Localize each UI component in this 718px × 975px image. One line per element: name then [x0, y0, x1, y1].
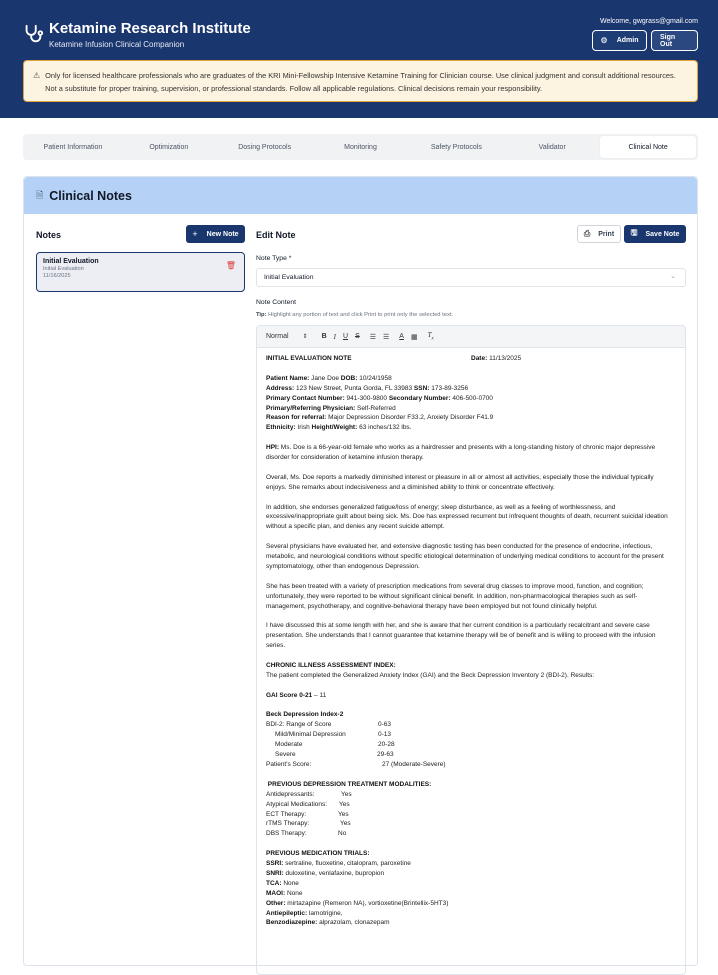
plus-icon: +: [192, 229, 198, 239]
bdi-label: Mild/Minimal Depression: [275, 731, 346, 739]
bdi-row: [266, 730, 676, 740]
save-note-button[interactable]: [624, 225, 686, 243]
ssn: 173-89-3256: [429, 384, 469, 392]
address-label: Address:: [266, 384, 295, 392]
note-item-title: Initial Evaluation: [43, 258, 99, 265]
primary-contact: 941-300-9800: [344, 394, 389, 402]
trial-label: Antiepileptic:: [266, 909, 308, 917]
hpi-label: HPI:: [266, 444, 279, 452]
bdi-label: Moderate: [275, 741, 303, 749]
trial-label: MAOI:: [266, 889, 286, 897]
trial-label: SNRI:: [266, 869, 284, 877]
new-note-label: New Note: [206, 230, 239, 238]
modality-label: ECT Therapy:: [266, 810, 307, 818]
tab-clinical-note[interactable]: Clinical Note: [600, 136, 696, 158]
ordered-list-icon[interactable]: ☰: [369, 333, 377, 341]
strike-icon[interactable]: S: [355, 333, 360, 340]
height-weight: 63 inches/132 lbs.: [357, 424, 412, 432]
trial-row: [266, 889, 676, 899]
primary-contact-label: Primary Contact Number:: [266, 394, 345, 402]
dob-label: DOB:: [340, 374, 358, 382]
format-select[interactable]: Normal: [266, 333, 289, 340]
ethnicity: Irish: [295, 424, 312, 432]
bdi-row: [266, 760, 676, 770]
note-content-label: Note Content: [256, 299, 297, 306]
modality-label: DBS Therapy:: [266, 830, 307, 838]
modality-label: rTMS Therapy:: [266, 820, 310, 828]
disclaimer-text: Only for licensed healthcare professionals who are graduates of the KRI Mini-Fellowship Intensive Ketamine Training for Clinician course. Use clinical judgment and consult additional resources. Not a substitute for proper training, supervision, or professional standards. Follow all applicable regulations. Clinical decisions remain your responsibility.: [45, 71, 676, 93]
modality-row: [266, 790, 676, 800]
brand: [22, 20, 251, 49]
tab-safety-protocols[interactable]: Safety Protocols: [430, 143, 482, 151]
save-label: Save Note: [645, 230, 680, 238]
note-paragraph: Several physicians have evaluated her, and extensive diagnostic testing has been conducted for the presence of endocrine, infectious, metabolic, and neurological conditions without specific etiological determination of underlying medical conditions to account for the present symptomatology, other than endogenous Depression.: [266, 543, 664, 570]
underline-icon[interactable]: U: [343, 333, 349, 340]
note-paragraph: In addition, she endorses generalized fatigue/loss of energy; sleep disturbance, as well as a feeling of worthlessness, and excessive/inappropriate guilt about being sick. Ms. Doe has expressed recurrent but infrequent thoughts of death, recurrent suicidal ideation without a specific plan, and denies any recent suicide attempt.: [266, 503, 668, 531]
ssn-label: SSN:: [413, 384, 430, 392]
card-title: Clinical Notes: [49, 188, 132, 203]
gai-value: – 11: [312, 691, 327, 699]
print-button[interactable]: [577, 225, 621, 243]
bdi-label: Patient's Score:: [266, 761, 312, 768]
rich-text-editor[interactable]: [256, 325, 686, 975]
italic-icon[interactable]: I: [333, 332, 336, 341]
stethoscope-icon: [22, 23, 44, 45]
modality-row: [266, 819, 676, 829]
modality-value: Yes: [339, 800, 350, 808]
dob: 10/24/1958: [357, 374, 392, 382]
bdi-heading: Beck Depression Index-2: [266, 711, 344, 719]
modality-label: Antidepressants:: [266, 790, 315, 798]
note-date: 11/13/2025: [487, 355, 522, 362]
bullet-list-icon[interactable]: ☰: [383, 333, 390, 341]
trial-value: mirtazapine (Remeron NA), vortioxetine(Brintellix-5HT3): [285, 899, 449, 907]
trial-row: [266, 899, 676, 909]
tab-dosing-protocols[interactable]: Dosing Protocols: [238, 143, 292, 151]
sign-out-button[interactable]: Sign Out: [651, 30, 698, 51]
modality-value: No: [338, 830, 347, 838]
clinical-notes-card: [23, 176, 698, 966]
bdi-label: Severe: [275, 751, 296, 759]
note-item-type: Initial Evaluation: [43, 266, 84, 272]
gear-icon: ⚙: [600, 36, 608, 45]
trial-value: duloxetine, venlafaxine, bupropion: [283, 869, 385, 877]
note-content[interactable]: [257, 348, 685, 934]
bdi-value: 0-13: [378, 731, 392, 739]
tab-optimization[interactable]: Optimization: [149, 143, 189, 151]
tab-patient-information[interactable]: Patient Information: [43, 143, 103, 151]
trial-value: lamotrigine,: [307, 909, 343, 917]
disclaimer-banner: [23, 60, 698, 102]
bdi-value: 20-28: [378, 741, 395, 749]
tip-body: Highlight any portion of text and click Print to print only the selected text.: [266, 312, 454, 318]
text-color-icon[interactable]: A: [399, 333, 404, 340]
bdi-value: 29-63: [377, 751, 394, 759]
referral-label: Reason for referral:: [266, 414, 327, 422]
note-type-label: Note Type *: [256, 255, 292, 262]
modality-row: [266, 810, 676, 820]
ciai-text: The patient completed the Generalized Anxiety Index (GAI) and the Beck Depression Inventory 2 (BDI-2). Results:: [266, 671, 595, 679]
trial-row: [266, 879, 676, 889]
physician: Self-Referred: [355, 404, 396, 412]
welcome-text: Welcome, gwgrass@gmail.com: [599, 18, 698, 25]
physician-label: Primary/Referring Physician:: [266, 404, 356, 412]
trial-row: [266, 869, 676, 879]
patient-name-label: Patient Name:: [266, 374, 310, 382]
trial-row: [266, 909, 676, 919]
edit-note-title: Edit Note: [256, 230, 296, 240]
editor-toolbar: [257, 326, 685, 348]
trash-icon[interactable]: 🗑: [225, 261, 236, 270]
referral: Major Depression Disorder F33.2, Anxiety Disorder F41.9: [326, 414, 494, 422]
trial-value: sertraline, fluoxetine, citalopram, paroxetine: [283, 860, 411, 868]
note-paragraph: Overall, Ms. Doe reports a markedly diminished interest or pleasure in all or almost all activities, especially those the individual typically enjoys. She remarks about indecisiveness and a diminished ability to think or concentrate effectively.: [266, 473, 654, 491]
tip-prefix: Tip:: [256, 312, 267, 318]
card-header: [24, 177, 697, 214]
trial-value: alprazolam, clonazepam: [317, 919, 390, 927]
save-icon: 🖫: [630, 228, 638, 237]
bdi-row: [266, 750, 676, 760]
print-label: Print: [598, 230, 615, 238]
bdi-value: 27 (Moderate-Severe): [382, 761, 446, 768]
height-weight-label: Height/Weight:: [311, 424, 358, 432]
bdi-row: [266, 720, 676, 730]
bdi-row: [266, 740, 676, 750]
note-paragraph: I have discussed this at some length with her, and she is aware that her current condition is a particularly recalcitrant and severe case presentation. She understands that I cannot guarantee that ketamine therapy will be of benefit and is willing to proceed with the infusion series.: [266, 622, 656, 650]
background-color-icon[interactable]: ▦: [410, 333, 418, 341]
note-list-item[interactable]: [36, 252, 245, 292]
gai-label: GAI Score 0-21: [266, 691, 313, 699]
trial-value: None: [285, 889, 303, 897]
new-note-button[interactable]: [186, 225, 245, 243]
secondary-label: Secondary Number:: [388, 394, 451, 402]
admin-button[interactable]: [592, 30, 647, 51]
patient-name: Jane Doe: [309, 374, 341, 382]
warning-icon: ⚠: [33, 71, 41, 80]
modality-value: Yes: [341, 790, 352, 798]
modality-row: [266, 800, 676, 810]
note-paragraph: She has been treated with a variety of prescription medications from several drug classes to improve mood, function, and cognition; unfortunately, they were reported to be without significant clinical benefit. In addition, non-pharmacological therapies such as self-management, psychotherapy, and cognitive-behavioral therapy have been employed but not found clinically helpful.: [266, 582, 644, 610]
bdi-value: 0-63: [378, 721, 392, 729]
document-icon: 🗎: [36, 189, 44, 200]
note-heading-row: [266, 354, 676, 364]
note-type-select[interactable]: [256, 268, 686, 287]
clear-format-icon[interactable]: $T_x$: [427, 331, 434, 342]
app-title: Ketamine Research Institute: [49, 20, 251, 37]
bold-icon[interactable]: B: [321, 333, 327, 340]
trial-label: SSRI:: [266, 860, 284, 868]
trials-heading: PREVIOUS MEDICATION TRIALS:: [266, 850, 370, 858]
tip-text: [256, 312, 453, 318]
tab-validator[interactable]: Validator: [538, 143, 566, 151]
tab-monitoring[interactable]: Monitoring: [344, 143, 377, 151]
note-heading: INITIAL EVALUATION NOTE: [266, 355, 352, 362]
trial-row: [266, 918, 676, 928]
printer-icon: ⎙: [583, 229, 591, 238]
app-header: [0, 0, 718, 118]
note-type-value: Initial Evaluation: [264, 274, 314, 281]
trial-value: None: [281, 879, 299, 887]
app-subtitle: Ketamine Infusion Clinical Companion: [49, 40, 185, 49]
secondary-number: 406-500-0700: [450, 394, 493, 402]
bdi-label: BDI-2: Range of Score: [266, 721, 332, 729]
trial-row: [266, 859, 676, 869]
hpi-text: Ms. Doe is a 66-year-old female who works as a hairdresser and presents with a long-standing history of chronic major depressive disorder for consideration of ketamine infusion therapy.: [266, 444, 656, 462]
modality-row: [266, 829, 676, 839]
admin-label: Admin: [616, 37, 639, 44]
trial-label: Benzodiazepine:: [266, 919, 318, 927]
trial-label: TCA:: [266, 879, 282, 887]
format-dropdown-icon[interactable]: ⇕: [302, 334, 308, 340]
notes-title: Notes: [36, 230, 62, 240]
trial-label: Other:: [266, 899, 286, 907]
address: 123 New Street, Punta Gorda, FL 33983: [294, 384, 414, 392]
ethnicity-label: Ethnicity:: [266, 424, 296, 432]
main-tabs: [23, 134, 698, 160]
date-label: Date:: [471, 355, 488, 362]
modality-label: Atypical Medications:: [266, 800, 328, 808]
ciai-heading: CHRONIC ILLNESS ASSESSMENT INDEX:: [266, 661, 396, 669]
chevron-down-icon: ⌄: [670, 273, 676, 280]
modality-value: Yes: [340, 820, 351, 828]
note-item-date: 11/16/2025: [43, 273, 71, 279]
modality-value: Yes: [338, 810, 349, 818]
modalities-heading: PREVIOUS DEPRESSION TREATMENT MODALITIES:: [266, 780, 432, 788]
